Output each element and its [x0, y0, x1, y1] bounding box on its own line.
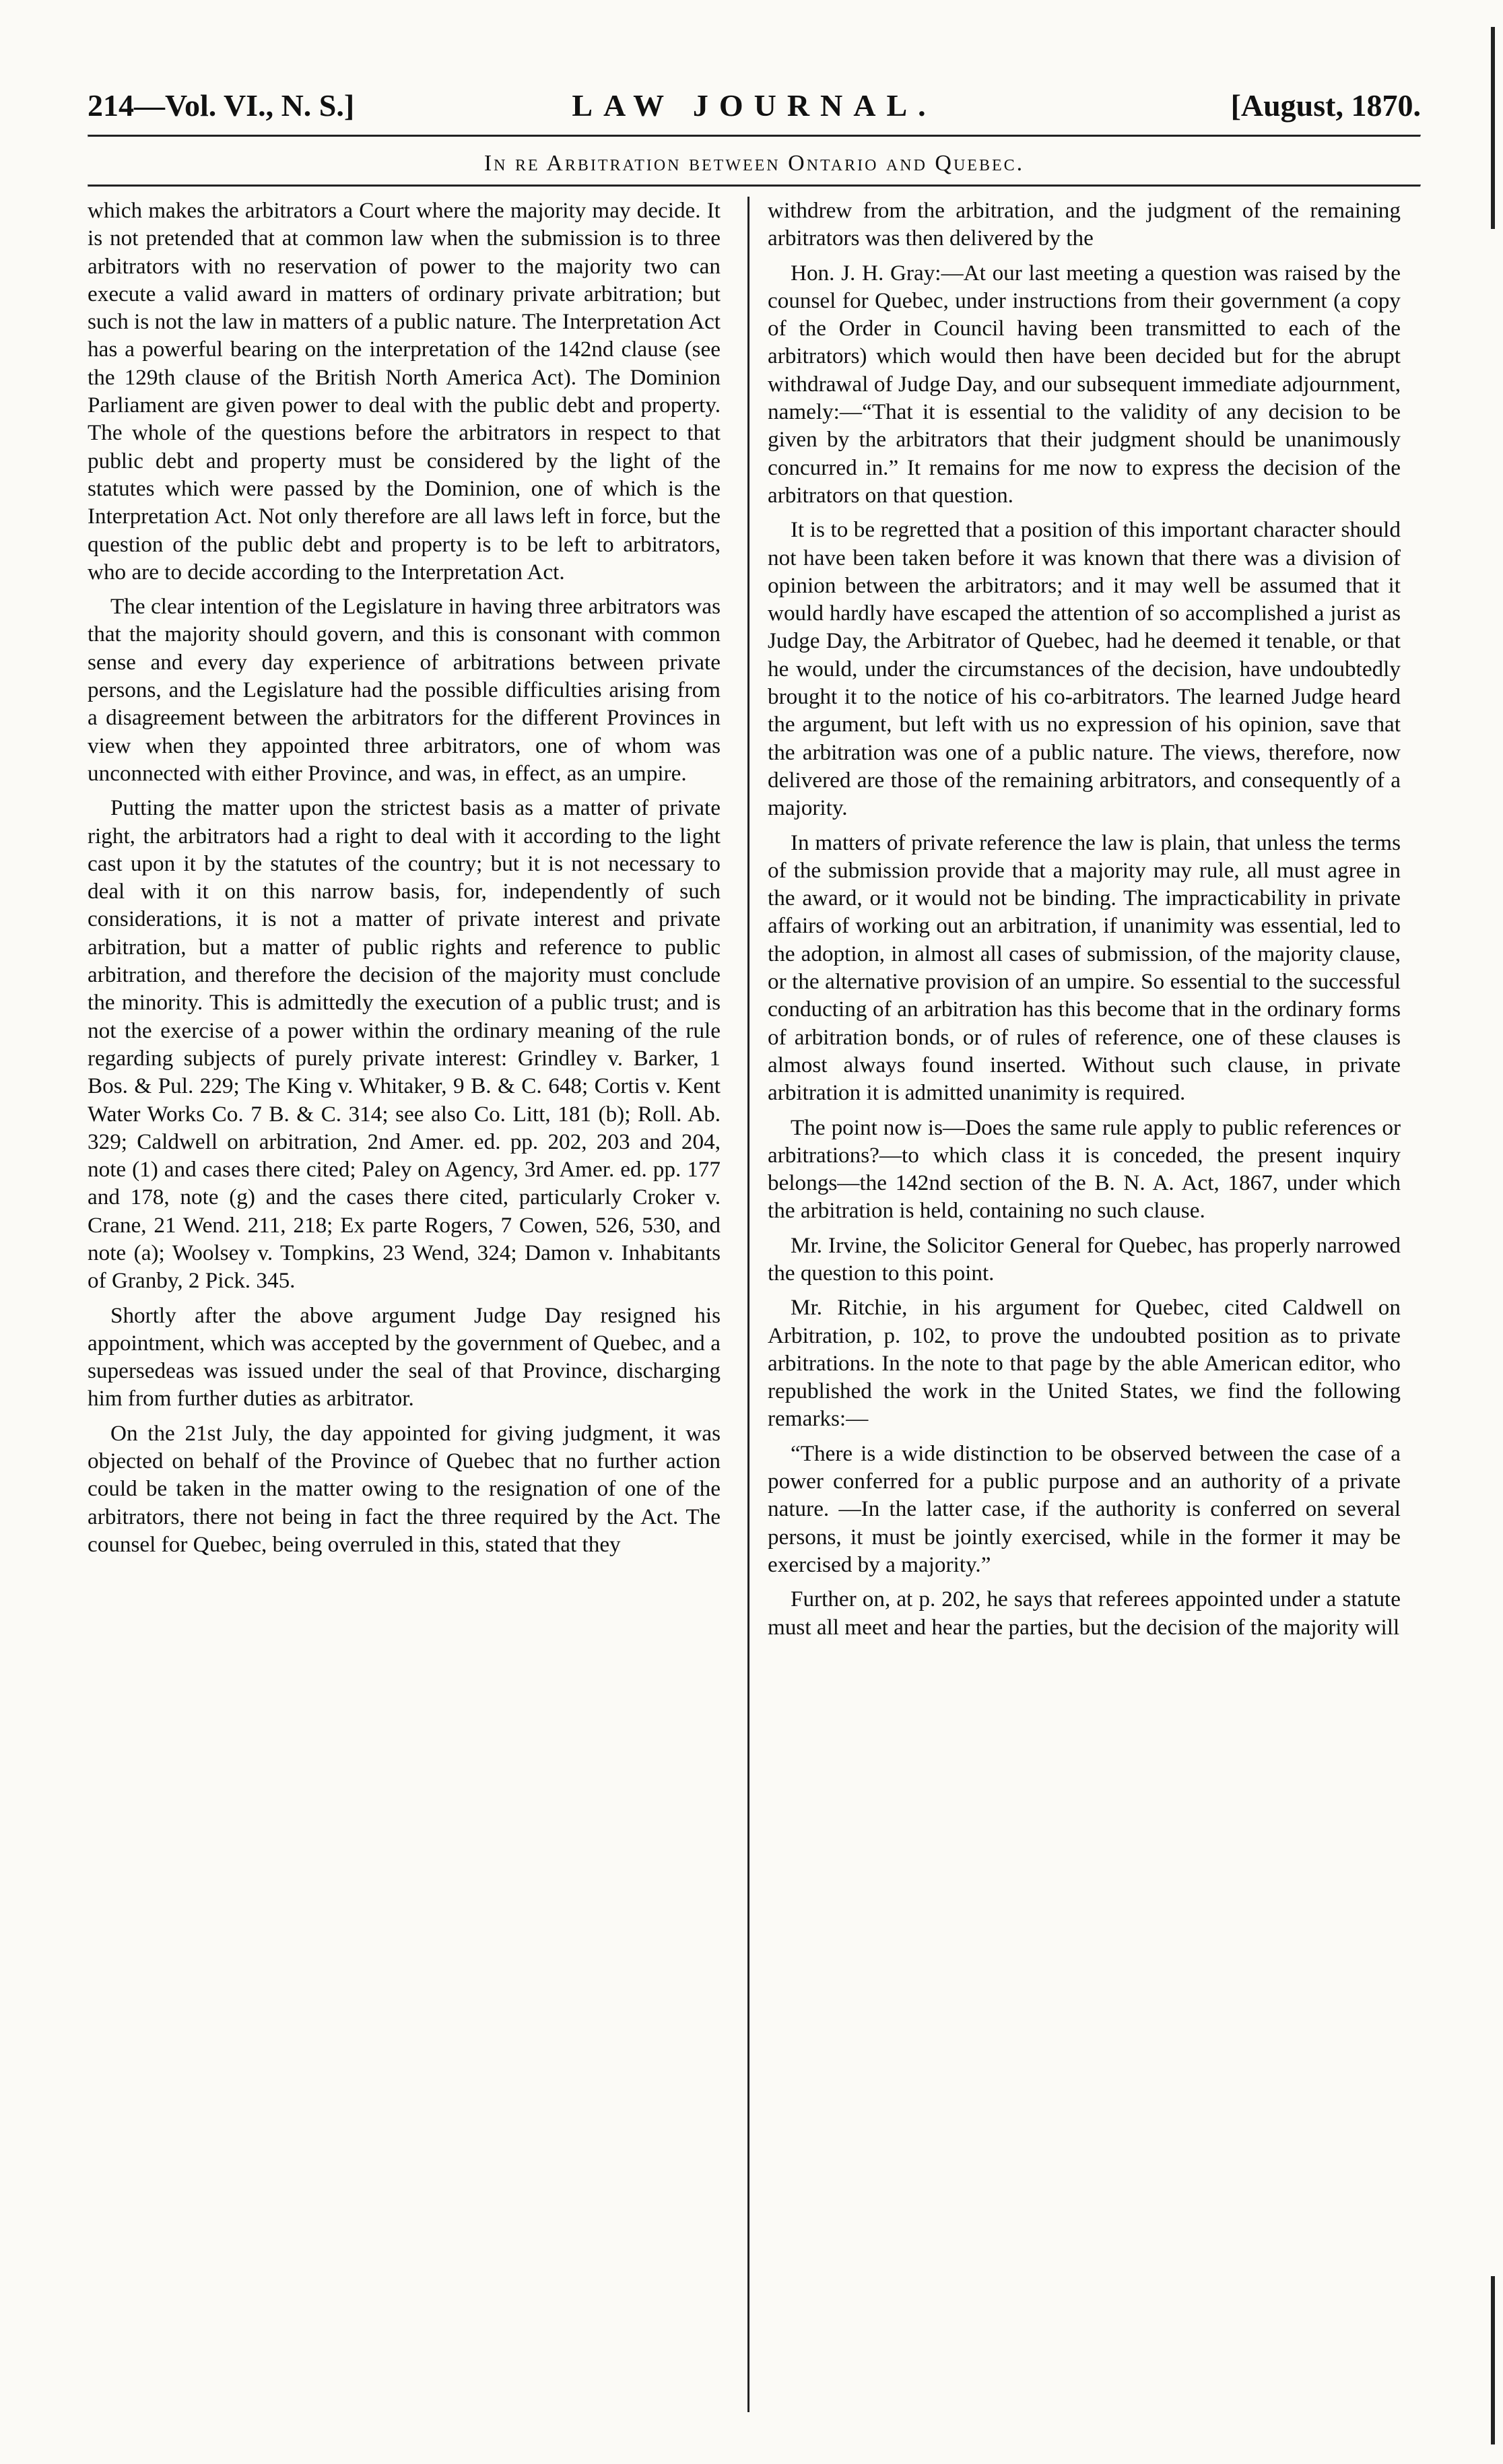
paragraph: The point now is—Does the same rule apply to public references or arbitrations?—to which class it is conceded, the present inquiry belongs—the 142nd section of the B. N. A. Act, 1867, under which the arbitration is held, containing no such clause.	[768, 1114, 1401, 1224]
paragraph: Mr. Ritchie, in his argument for Quebec, cited Caldwell on Arbitration, p. 102, to prove the undoubted position as to private arbitrations. In the note to that page by the able American editor, who republished the work in the United States, we find the following remarks:—	[768, 1295, 1401, 1432]
right-column	[768, 197, 1401, 1648]
page-header	[88, 88, 1421, 135]
paragraph: Hon. J. H. Gray:—At our last meeting a question was raised by the counsel for Quebec, under instructions from their government (a copy of the Order in Council having been transmitted to each of the arbitrators) which would then have been decided but for the abrupt withdrawal of Judge Day, and our subsequent immediate adjournment, namely:—“That it is essential to the validity of any decision to be given by the arbitrators that their judgment should be unanimously concurred in.” It remains for me now to express the decision of the arbitrators on that question.	[768, 260, 1401, 508]
block-quote: “There is a wide distinction to be observed between the case of a power conferred for a public purpose and an authority of a private nature. —In the latter case, if the authority is conferred on several persons, it must be jointly exercised, while in the former it may be exercised by a majority.”	[768, 1440, 1401, 1577]
paragraph: In matters of private reference the law is plain, that unless the terms of the submission provide that a majority may rule, all must agree in the award, or it would not be binding. The impracticability in private affairs of working out an arbitration, if unanimity was essential, led to the adoption, in almost all cases of submission, of the majority clause, or the alternative provision of an umpire. So essential to the successful conducting of an arbitration has this become that in the ordinary forms of arbitration bonds, or of rules of reference, one of these clauses is almost always found inserted. Without such clause, in private arbitration it is admitted unanimity is required.	[768, 830, 1401, 1106]
binding-edge-mark	[1491, 27, 1495, 229]
paragraph: Putting the matter upon the strictest basis as a matter of private right, the arbitrators had a right to deal with it according to the light cast upon it by the statutes of the country; but it is not necessary to deal with it on this narrow basis, for, independently of such considerations, it is not a matter of private interest and private arbitration, but a matter of public rights and reference to public arbitration, and therefore the decision of the majority must conclude the minority. This is admittedly the execution of a public trust; and is not the exercise of a power within the ordinary meaning of the rule regarding subjects of purely private interest: Grindley v. Barker, 1 Bos. & Pul. 229; The King v. Whitaker, 9 B. & C. 648; Cortis v. Kent Water Works Co. 7 B. & C. 314; see also Co. Litt, 181 (b); Roll. Ab. 329; Caldwell on arbitration, 2nd Amer. ed. pp. 202, 203 and 204, note (1) and cases there cited; Paley on Agency, 3rd Amer. ed. pp. 177 and 178, note (g) and the cases there cited, particularly Croker v. Crane, 21 Wend. 211, 218; Ex parte Rogers, 7 Cowen, 526, 530, and note (a); Woolsey v. Tompkins, 23 Wend, 324; Damon v. Inhabitants of Granby, 2 Pick. 345.	[88, 795, 721, 1294]
subhead-rule	[88, 185, 1421, 187]
binding-edge-mark	[1491, 2276, 1495, 2444]
paragraph: Mr. Irvine, the Solicitor General for Quebec, has properly narrowed the question to this point.	[768, 1232, 1401, 1286]
paragraph: On the 21st July, the day appointed for giving judgment, it was objected on behalf of the Province of Quebec that no further action could be taken in the matter owing to the resignation of one of the arbitrators, there not being in fact the three required by the Act. The counsel for Quebec, being overruled in this, stated that they	[88, 1420, 721, 1557]
paragraph: Shortly after the above argument Judge Day resigned his appointment, which was accepted by the government of Quebec, and a supersedeas was issued under the seal of that Province, discharging him from further duties as arbitrator.	[88, 1302, 721, 1411]
column-divider	[747, 197, 749, 2412]
page-reference: 214—Vol. VI., N. S.]	[88, 88, 355, 123]
issue-date: [August, 1870.	[1230, 88, 1421, 123]
paragraph: It is to be regretted that a position of this important character should not have been taken before it was known that there was a division of opinion between the arbitrators; and it may well be assumed that it would hardly have escaped the attention of so accomplished a jurist as Judge Day, the Arbitrator of Quebec, had he deemed it tenable, or that he would, under the circumstances of the decision, have undoubtedly brought it to the notice of his co-arbitrators. The learned Judge heard the argument, but left with us no expression of his opinion, save that the arbitration was one of a public nature. The views, therefore, now delivered are those of the remaining arbitrators, and consequently of a majority.	[768, 517, 1401, 821]
left-column	[88, 197, 721, 1565]
paragraph: which makes the arbitrators a Court where the majority may decide. It is not pretended that at common law when the submission is to three arbitrators with no reservation of power to the majority two can execute a valid award in matters of ordinary private arbitration; but such is not the law in matters of a public nature. The Interpretation Act has a powerful bearing on the interpretation of the 142nd clause (see the 129th clause of the British North America Act). The Dominion Parliament are given power to deal with the public debt and property. The whole of the questions before the arbitrators in respect to that public debt and property must be considered by the light of the statutes which were passed by the Dominion, one of which is the Interpretation Act. Not only therefore are all laws left in force, but the question of the public debt and property is to be left to arbitrators, who are to decide according to the Interpretation Act.	[88, 198, 721, 585]
journal-page	[88, 88, 1421, 2412]
journal-title: LAW JOURNAL.	[572, 88, 937, 123]
paragraph: Further on, at p. 202, he says that referees appointed under a statute must all meet and hear the parties, but the decision of the majority will	[768, 1587, 1401, 1640]
article-running-head: In re Arbitration between Ontario and Quebec.	[483, 151, 1025, 176]
paragraph: The clear intention of the Legislature in having three arbitrators was that the majority should govern, and this is consonant with common sense and every day experience of arbitrations between private persons, and the Legislature had the possible difficulties arising from a disagreement between the arbitrators for the different Provinces in view when they appointed three arbitrators, one of whom was unconnected with either Province, and was, in effect, as an umpire.	[88, 594, 721, 786]
paragraph: withdrew from the arbitration, and the judgment of the remaining arbitrators was then delivered by the	[768, 198, 1401, 251]
text-columns	[88, 197, 1421, 2412]
